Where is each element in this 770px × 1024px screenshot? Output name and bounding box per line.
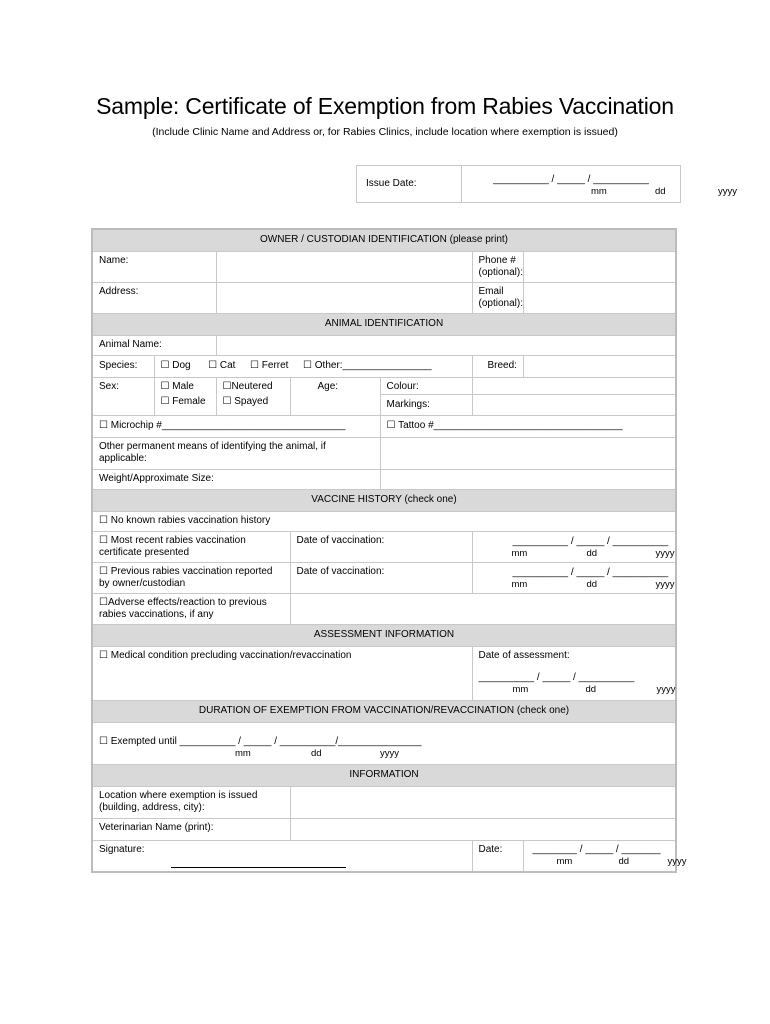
recent-date-field[interactable]	[472, 531, 676, 562]
reported-date-label: Date of vaccination:	[290, 562, 472, 593]
species-other-checkbox[interactable]: ☐ Other:________________	[303, 360, 432, 371]
neutered-checkbox[interactable]: ☐Neutered	[222, 380, 273, 392]
exempted-mm: mm	[235, 747, 251, 759]
recent-dd: dd	[586, 547, 598, 559]
exemption-form	[91, 228, 687, 873]
signature-label: Signature:	[99, 843, 145, 855]
colour-markings-field[interactable]	[472, 377, 676, 415]
issue-date-field[interactable]	[462, 166, 737, 203]
signature-line	[171, 867, 346, 868]
neuter-options-cell	[216, 377, 290, 415]
assessment-section-heading: ASSESSMENT INFORMATION	[92, 624, 676, 646]
colour-markings-label-cell	[380, 377, 472, 415]
sign-date-field[interactable]	[523, 840, 687, 872]
assessment-date-cell[interactable]	[472, 646, 676, 700]
species-cat-checkbox[interactable]: ☐ Cat	[208, 360, 236, 371]
issue-yyyy: yyyy	[718, 185, 737, 197]
no-history-checkbox[interactable]: ☐ No known rabies vaccination history	[92, 511, 676, 531]
reported-date-line: __________ / _____ / __________	[512, 566, 669, 578]
owner-name-label: Name:	[92, 251, 216, 282]
vet-name-label: Veterinarian Name (print):	[92, 818, 290, 840]
species-label: Species:	[92, 355, 154, 377]
phone-optional: (optional):	[478, 266, 523, 278]
weight-field[interactable]	[380, 469, 676, 489]
markings-label: Markings:	[386, 398, 430, 410]
issue-date-table	[356, 165, 737, 203]
animal-name-label: Animal Name:	[92, 335, 216, 355]
recent-cert-checkbox[interactable]: ☐ Most recent rabies vaccination certificate presented	[92, 531, 290, 562]
phone-label: Phone #	[478, 254, 516, 266]
colour-label: Colour:	[381, 378, 472, 395]
owner-address-field[interactable]	[216, 282, 472, 313]
assessment-yyyy: yyyy	[656, 683, 676, 695]
vet-name-field[interactable]	[290, 818, 676, 840]
spayed-checkbox[interactable]: ☐ Spayed	[222, 395, 269, 407]
email-field[interactable]	[523, 282, 676, 313]
reported-date-field[interactable]	[472, 562, 676, 593]
vaccine-section-heading: VACCINE HISTORY (check one)	[92, 489, 676, 511]
email-label: Email	[478, 285, 504, 297]
sex-female-checkbox[interactable]: ☐ Female	[160, 395, 206, 407]
issue-date-label: Issue Date:	[357, 166, 462, 203]
weight-label: Weight/Approximate Size:	[92, 469, 380, 489]
sex-male-checkbox[interactable]: ☐ Male	[160, 380, 194, 392]
tattoo-checkbox[interactable]: ☐ Tattoo #__________________________________	[380, 415, 676, 437]
sign-yyyy: yyyy	[667, 855, 687, 867]
reported-mm: mm	[511, 578, 528, 590]
medical-condition-checkbox[interactable]: ☐ Medical condition precluding vaccination/revaccination	[92, 646, 472, 700]
sign-dd: dd	[618, 855, 630, 867]
assessment-date-label: Date of assessment:	[478, 649, 570, 661]
assessment-dd: dd	[585, 683, 597, 695]
page-title: Sample: Certificate of Exemption from Rabies Vaccination	[96, 93, 674, 119]
breed-field[interactable]	[523, 355, 676, 377]
animal-section-heading: ANIMAL IDENTIFICATION	[92, 313, 676, 335]
exempted-yyyy: yyyy	[380, 747, 399, 759]
email-label-cell	[472, 282, 523, 313]
recent-date-label: Date of vaccination:	[290, 531, 472, 562]
sign-mm: mm	[556, 855, 573, 867]
duration-section-heading: DURATION OF EXEMPTION FROM VACCINATION/REVACCINATION (check one)	[92, 700, 676, 722]
recent-mm: mm	[511, 547, 528, 559]
microchip-checkbox[interactable]: ☐ Microchip #_________________________________	[92, 415, 380, 437]
exempted-until-checkbox[interactable]: ☐ Exempted until __________ / _____ / __________/_______________	[99, 735, 422, 747]
page-subtitle: (Include Clinic Name and Address or, for Rabies Clinics, include location where exemption is issued)	[152, 126, 618, 138]
sex-options-cell	[154, 377, 216, 415]
sex-label: Sex:	[92, 377, 154, 415]
breed-label: Breed:	[472, 355, 523, 377]
exempted-until-cell	[92, 722, 676, 764]
signature-cell[interactable]	[92, 840, 472, 872]
species-ferret-checkbox[interactable]: ☐ Ferret	[250, 360, 289, 371]
exempted-dd: dd	[311, 747, 322, 759]
adverse-field[interactable]	[290, 593, 676, 624]
other-means-label: Other permanent means of identifying the animal, if applicable:	[92, 437, 380, 469]
phone-field[interactable]	[523, 251, 676, 282]
location-field[interactable]	[290, 786, 676, 818]
recent-yyyy: yyyy	[655, 547, 675, 559]
species-dog-checkbox[interactable]: ☐ Dog	[160, 360, 191, 371]
other-means-field[interactable]	[380, 437, 676, 469]
phone-label-cell	[472, 251, 523, 282]
owner-section-heading: OWNER / CUSTODIAN IDENTIFICATION (please print)	[92, 229, 676, 251]
information-section-heading: INFORMATION	[92, 764, 676, 786]
sign-date-line: ________ / _____ / _______	[532, 843, 661, 855]
assessment-date-line: __________ / _____ / __________	[478, 671, 635, 683]
owner-name-field[interactable]	[216, 251, 472, 282]
issue-mm: mm	[591, 185, 607, 197]
animal-name-field[interactable]	[216, 335, 676, 355]
reported-checkbox[interactable]: ☐ Previous rabies vaccination reported by owner/custodian	[92, 562, 290, 593]
species-options	[154, 355, 472, 377]
issue-dd: dd	[655, 185, 666, 197]
reported-yyyy: yyyy	[655, 578, 675, 590]
sign-date-label: Date:	[472, 840, 523, 872]
location-label: Location where exemption is issued (building, address, city):	[92, 786, 290, 818]
reported-dd: dd	[586, 578, 598, 590]
recent-date-line: __________ / _____ / __________	[512, 535, 669, 547]
issue-date-line: __________ / _____ / __________	[493, 173, 649, 185]
email-optional: (optional):	[478, 297, 523, 309]
age-label: Age:	[290, 377, 380, 415]
assessment-mm: mm	[512, 683, 529, 695]
adverse-checkbox[interactable]: ☐Adverse effects/reaction to previous rabies vaccinations, if any	[92, 593, 290, 624]
owner-address-label: Address:	[92, 282, 216, 313]
